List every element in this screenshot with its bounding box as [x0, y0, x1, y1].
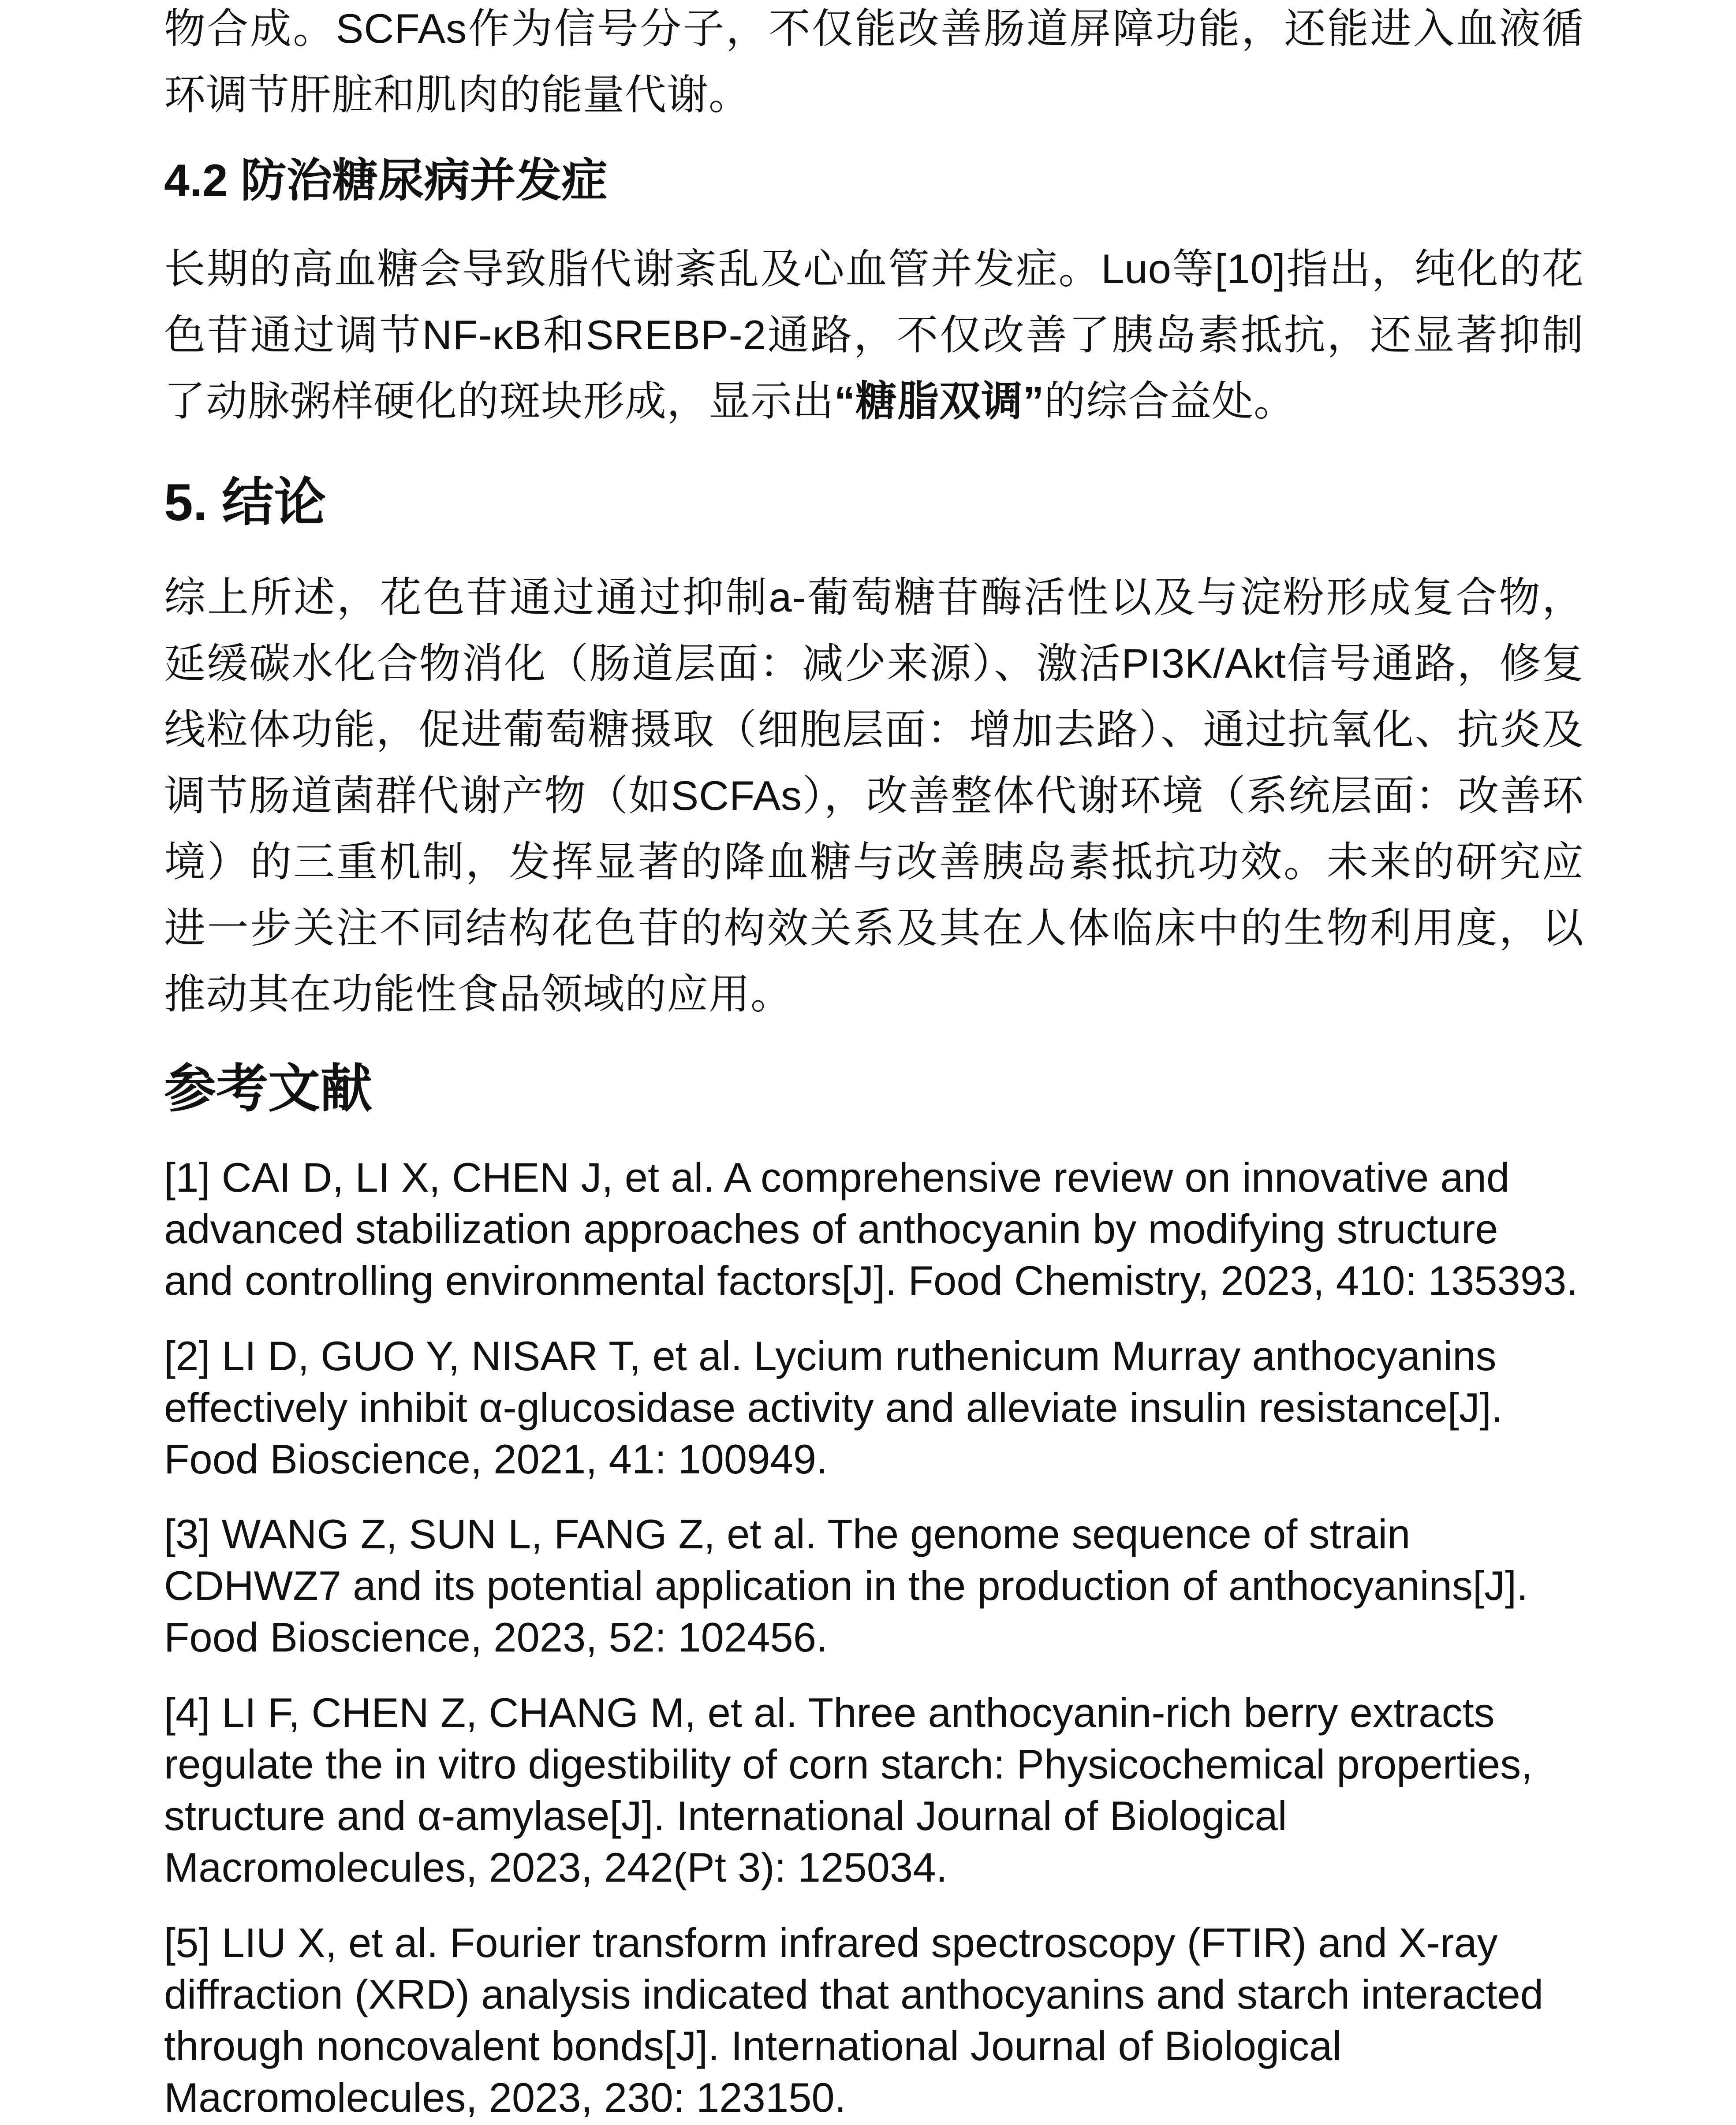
reference-item — [164, 1152, 1619, 1306]
section-4-2-bold-phrase: “糖脂双调” — [834, 378, 1045, 424]
intro-paragraph-tail: 物合成。SCFAs作为信号分子，不仅能改善肠道屏障功能，还能进入血液循环调节肝脏和肌肉的能量代谢。 — [164, 5, 1584, 118]
reference-line: [4] LI F, CHEN Z, CHANG M, et al. Three anthocyanin-rich berry extracts — [164, 1689, 1495, 1736]
reference-line: regulate the in vitro digestibility of corn starch: Physicochemical properties, — [164, 1741, 1533, 1787]
reference-line: [1] CAI D, LI X, CHEN J, et al. A comprehensive review on innovative and — [164, 1154, 1510, 1200]
reference-line: Macromolecules, 2023, 230: 123150. — [164, 2074, 846, 2121]
section-4-2-text-after: 的综合益处。 — [1044, 378, 1296, 424]
reference-line: diffraction (XRD) analysis indicated that anthocyanins and starch interacted — [164, 1971, 1544, 2017]
section-5-paragraph: 综上所述，花色苷通过通过抑制a-葡萄糖苷酶活性以及与淀粉形成复合物，延缓碳水化合物消化（肠道层面：减少来源）、激活PI3K/Akt信号通路，修复线粒体功能，促进葡萄糖摄取（细胞层面：增加去路）、通过抗氧化、抗炎及调节肠道菌群代谢产物（如SCFAs），改善整体代谢环境（系统层面：改善环境）的三重机制，发挥显著的降血糖与改善胰岛素抵抗功效。未来的研究应进一步关注不同结构花色苷的构效关系及其在人体临床中的生物利用度，以推动其在功能性食品领域的应用。 — [164, 574, 1584, 1017]
section-5-heading: 5. 结论 — [164, 473, 326, 532]
reference-item — [164, 1687, 1619, 1893]
reference-line: advanced stabilization approaches of anthocyanin by modifying structure — [164, 1206, 1498, 1252]
references-heading: 参考文献 — [164, 1060, 373, 1118]
reference-line: Food Bioscience, 2023, 52: 102456. — [164, 1614, 828, 1660]
section-4-2-heading: 4.2 防治糖尿病并发症 — [164, 155, 608, 206]
reference-line: CDHWZ7 and its potential application in the production of anthocyanins[J]. — [164, 1562, 1528, 1609]
reference-line: Macromolecules, 2023, 242(Pt 3): 125034. — [164, 1844, 948, 1890]
reference-line: [3] WANG Z, SUN L, FANG Z, et al. The genome sequence of strain — [164, 1511, 1411, 1557]
reference-line: [2] LI D, GUO Y, NISAR T, et al. Lycium ruthenicum Murray anthocyanins — [164, 1333, 1497, 1379]
reference-item — [164, 1330, 1619, 1485]
reference-item — [164, 1508, 1619, 1663]
reference-line: structure and α-amylase[J]. International Journal of Biological — [164, 1793, 1287, 1839]
reference-line: [5] LIU X, et al. Fourier transform infrared spectroscopy (FTIR) and X-ray — [164, 1920, 1498, 1966]
reference-line: and controlling environmental factors[J]. Food Chemistry, 2023, 410: 135393. — [164, 1257, 1578, 1304]
reference-line: Food Bioscience, 2021, 41: 100949. — [164, 1436, 828, 1482]
reference-item — [164, 1917, 1619, 2123]
section-4-2-paragraph — [164, 236, 1584, 434]
section-4-2-text-before: 长期的高血糖会导致脂代谢紊乱及心血管并发症。Luo等[10]指出，纯化的花色苷通过调节NF-κB和SREBP-2通路，不仅改善了胰岛素抵抗，还显著抑制了动脉粥样硬化的斑块形成，显示出 — [164, 246, 1584, 424]
reference-line: through noncovalent bonds[J]. International Journal of Biological — [164, 2023, 1342, 2069]
reference-line: effectively inhibit α-glucosidase activity and alleviate insulin resistance[J]. — [164, 1384, 1503, 1431]
